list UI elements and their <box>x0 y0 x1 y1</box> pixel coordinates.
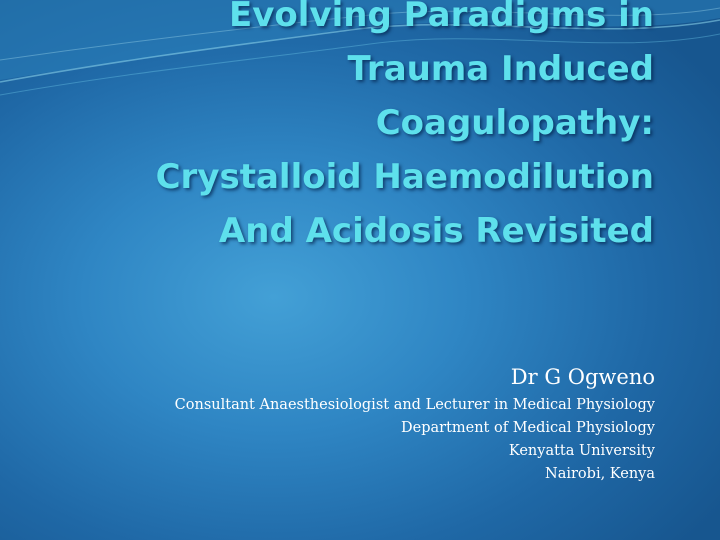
affiliation-line: Kenyatta University <box>508 443 655 459</box>
affiliation-line: Department of Medical Physiology <box>401 420 655 436</box>
title-line: Coagulopathy: <box>375 103 654 143</box>
affiliation-line: Consultant Anaesthesiologist and Lecturer in Medical Physiology <box>174 397 655 413</box>
author-name: Dr G Ogweno <box>510 365 655 389</box>
title-line: Crystalloid Haemodilution <box>155 157 654 197</box>
title-line: Evolving Paradigms in <box>229 0 654 35</box>
title-line: Trauma Induced <box>347 49 654 89</box>
title-line: And Acidosis Revisited <box>218 211 654 251</box>
author-block <box>55 362 655 486</box>
slide-title <box>54 0 654 258</box>
affiliation-line: Nairobi, Kenya <box>545 466 655 482</box>
